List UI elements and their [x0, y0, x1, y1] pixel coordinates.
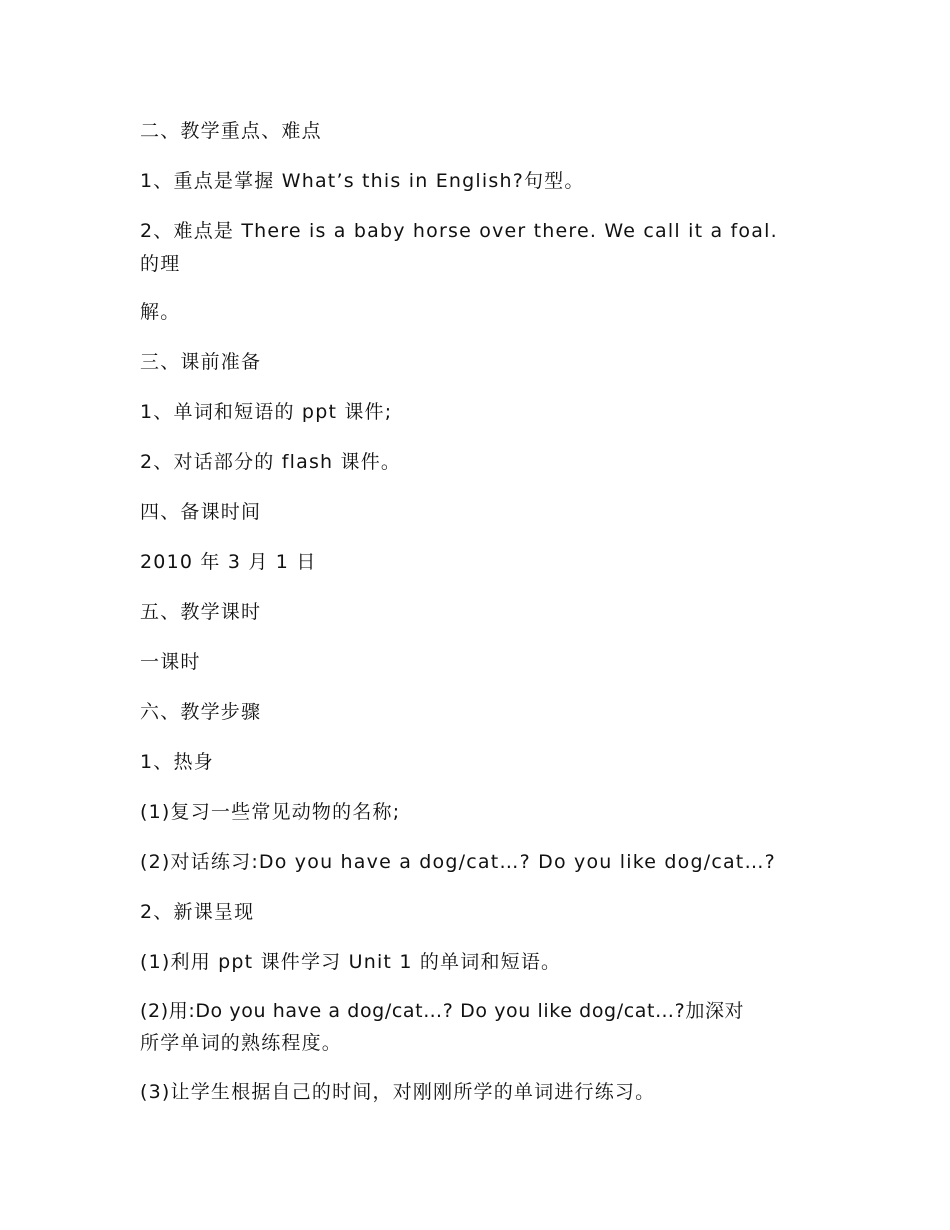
paragraph-date: 2010 年 3 月 1 日 [140, 551, 317, 573]
paragraph-key-point: 1、重点是掌握 What’s this in English?句型。 [140, 170, 585, 192]
paragraph-warm-up: 1、热身 [140, 751, 214, 773]
paragraph-student-practice: (3)让学生根据自己的时间，对刚刚所学的单词进行练习。 [140, 1081, 656, 1103]
paragraph-review-animals: (1)复习一些常见动物的名称; [140, 801, 401, 823]
paragraph-use-dialogue: (2)用:Do you have a dog/cat…? Do you like dog/cat…?加深对 [140, 1000, 745, 1022]
heading-key-difficult-points: 二、教学重点、难点 [140, 120, 322, 142]
paragraph-prep-flash: 2、对话部分的 flash 课件。 [140, 451, 402, 473]
heading-prep-time: 四、备课时间 [140, 501, 262, 523]
paragraph-difficult-point-end: 解。 [140, 301, 181, 323]
paragraph-difficult-point: 2、难点是 There is a baby horse over there. We call it a foal. [140, 220, 778, 242]
paragraph-dialogue-practice: (2)对话练习:Do you have a dog/cat…? Do you like dog/cat…? [140, 851, 776, 873]
paragraph-use-dialogue-cont: 所学单词的熟练程度。 [140, 1032, 343, 1054]
paragraph-one-class: 一课时 [140, 651, 201, 673]
heading-teaching-steps: 六、教学步骤 [140, 701, 262, 723]
paragraph-prep-ppt: 1、单词和短语的 ppt 课件; [140, 401, 393, 423]
heading-preparation: 三、课前准备 [140, 351, 262, 373]
paragraph-new-lesson: 2、新课呈现 [140, 901, 255, 923]
paragraph-difficult-point-cont: 的理 [140, 253, 181, 275]
paragraph-ppt-unit1: (1)利用 ppt 课件学习 Unit 1 的单词和短语。 [140, 951, 562, 973]
heading-class-hours: 五、教学课时 [140, 601, 262, 623]
